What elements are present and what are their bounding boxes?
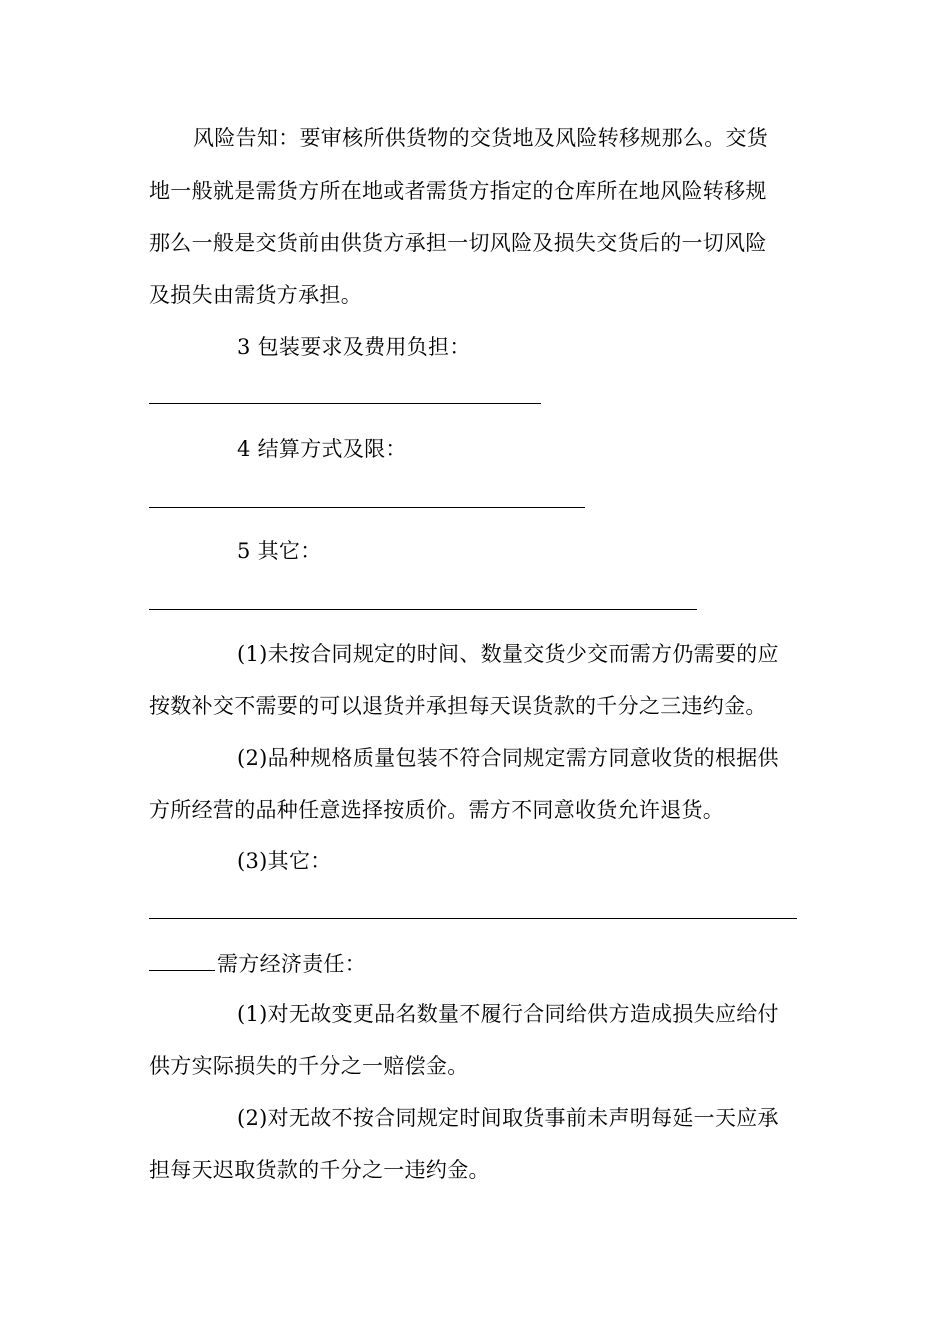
buyer-liability-blank	[149, 952, 215, 971]
buyer-liability-heading: 需方经济责任：	[217, 952, 367, 976]
buyer-clause1-line-2: 供方实际损失的千分之一赔偿金。	[149, 1054, 469, 1078]
risk-notice-line-3: 那么一般是交货前由供货方承担一切风险及损失交货后的一切风险	[149, 231, 767, 255]
item4-blank-line	[149, 507, 585, 508]
risk-notice-line-1: 风险告知：要审核所供货物的交货地及风险转移规那么。交货	[193, 126, 769, 150]
risk-notice-line-2: 地一般就是需货方所在地或者需货方指定的仓库所在地风险转移规	[149, 179, 767, 203]
item5-other-heading: 5 其它：	[237, 539, 322, 563]
supplier-clause1-line-1: (1)未按合同规定的时间、数量交货少交而需方仍需要的应	[237, 642, 779, 666]
supplier-clause3-heading: (3)其它：	[237, 849, 332, 873]
buyer-clause1-line-1: (1)对无故变更品名数量不履行合同给供方造成损失应给付	[237, 1002, 779, 1026]
buyer-liability-heading-row	[149, 950, 366, 978]
supplier-clause3-blank-line	[149, 918, 797, 919]
supplier-clause2-line-1: (2)品种规格质量包装不符合同规定需方同意收货的根据供	[237, 746, 779, 770]
item5-blank-line	[149, 609, 697, 610]
item4-settlement-heading: 4 结算方式及限：	[237, 437, 407, 461]
supplier-clause1-line-2: 按数补交不需要的可以退货并承担每天误货款的千分之三违约金。	[149, 694, 767, 718]
risk-notice-line-4: 及损失由需货方承担。	[149, 283, 362, 307]
supplier-clause2-line-2: 方所经营的品种任意选择按质价。需方不同意收货允许退货。	[149, 798, 725, 822]
buyer-clause2-line-1: (2)对无故不按合同规定时间取货事前未声明每延一天应承	[237, 1106, 779, 1130]
item3-blank-line	[149, 403, 541, 404]
item3-packaging-heading: 3 包装要求及费用负担：	[237, 335, 471, 359]
buyer-clause2-line-2: 担每天迟取货款的千分之一违约金。	[149, 1158, 490, 1182]
